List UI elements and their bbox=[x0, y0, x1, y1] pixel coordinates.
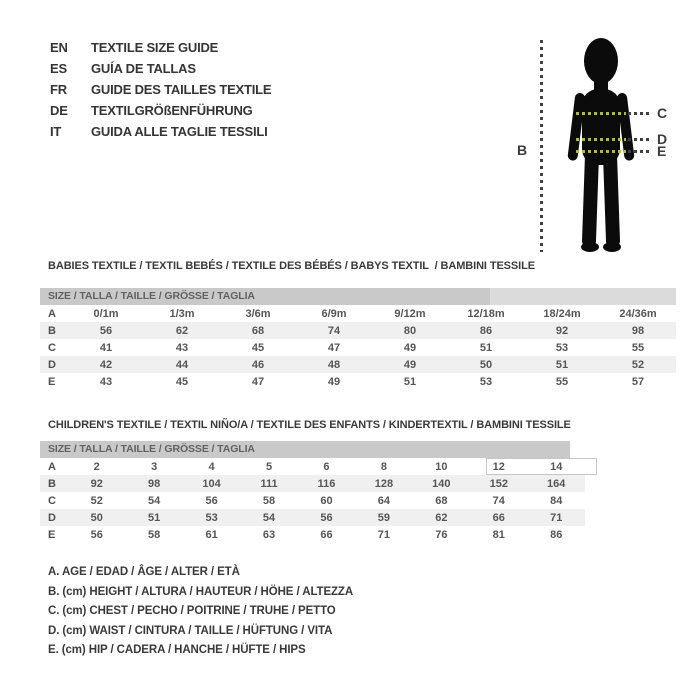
chest-label: C bbox=[657, 105, 668, 121]
table-cell: 104 bbox=[202, 477, 221, 490]
language-title: GUIDA ALLE TAGLIE TESSILI bbox=[91, 124, 268, 139]
waist-measure-line bbox=[628, 138, 652, 141]
table-cell: 41 bbox=[99, 341, 113, 354]
table-cell: 24/36m bbox=[619, 307, 657, 320]
children-table-title: CHILDREN'S TEXTILE / TEXTIL NIÑO/A / TEXTILE DES ENFANTS / KINDERTEXTIL / BAMBINI TESSILE bbox=[48, 419, 571, 431]
table-cell: 140 bbox=[432, 477, 451, 490]
table-cell: 51 bbox=[555, 358, 569, 371]
table-cell: 111 bbox=[260, 477, 278, 490]
table-cell: 152 bbox=[489, 477, 508, 490]
table-cell: 51 bbox=[403, 375, 417, 388]
table-cell: 61 bbox=[205, 528, 218, 541]
language-code: ES bbox=[50, 61, 67, 76]
table-cell: 56 bbox=[99, 324, 113, 337]
table-cell: 51 bbox=[148, 511, 161, 524]
table-cell: 55 bbox=[555, 375, 569, 388]
language-title: GUÍA DE TALLAS bbox=[91, 61, 196, 76]
table-cell: 62 bbox=[175, 324, 189, 337]
table-cell: 12 bbox=[492, 460, 505, 473]
table-cell: 50 bbox=[90, 511, 103, 524]
table-cell: 92 bbox=[90, 477, 103, 490]
waist-measure-line-body bbox=[576, 138, 626, 141]
hip-measure-line-body bbox=[576, 150, 626, 153]
table-cell: 5 bbox=[265, 460, 273, 473]
table-cell: 64 bbox=[377, 494, 391, 507]
height-measure-line bbox=[540, 40, 543, 252]
table-cell: 45 bbox=[251, 341, 265, 354]
table-cell: 51 bbox=[479, 341, 493, 354]
table-cell: 56 bbox=[205, 494, 218, 507]
babies-table-header: SIZE / TALLA / TAILLE / GRÖSSE / TAGLIA bbox=[40, 288, 676, 305]
table-cell: 56 bbox=[90, 528, 103, 541]
table-cell: 62 bbox=[435, 511, 448, 524]
table-cell: 98 bbox=[631, 324, 645, 337]
table-row bbox=[40, 339, 676, 356]
row-label: D bbox=[48, 358, 56, 371]
table-row bbox=[40, 373, 676, 390]
legend-line: C. (cm) CHEST / PECHO / POITRINE / TRUHE / PETTO bbox=[48, 605, 336, 617]
table-row bbox=[40, 305, 676, 322]
row-label: B bbox=[48, 477, 56, 490]
table-cell: 49 bbox=[327, 375, 341, 388]
table-cell: 49 bbox=[403, 341, 417, 354]
language-row bbox=[50, 121, 271, 142]
language-title: TEXTILE SIZE GUIDE bbox=[91, 40, 219, 55]
table-row bbox=[40, 458, 585, 475]
table-cell: 92 bbox=[555, 324, 569, 337]
table-cell: 58 bbox=[262, 494, 276, 507]
table-cell: 47 bbox=[251, 375, 265, 388]
row-label: A bbox=[48, 460, 56, 473]
row-label: E bbox=[48, 375, 56, 388]
measurement-figure bbox=[505, 25, 700, 265]
legend-line: E. (cm) HIP / CADERA / HANCHE / HÜFTE / HIPS bbox=[48, 644, 306, 656]
table-cell: 6/9m bbox=[321, 307, 347, 320]
children-table-header: SIZE / TALLA / TAILLE / GRÖSSE / TAGLIA bbox=[40, 441, 570, 458]
height-label: B bbox=[517, 142, 528, 158]
table-cell: 50 bbox=[479, 358, 493, 371]
table-cell: 54 bbox=[148, 494, 161, 507]
table-cell: 66 bbox=[492, 511, 505, 524]
table-cell: 8 bbox=[380, 460, 387, 473]
legend-line: D. (cm) WAIST / CINTURA / TAILLE / HÜFTUNG / VITA bbox=[48, 624, 333, 637]
table-cell: 48 bbox=[327, 358, 341, 371]
table-cell: 6 bbox=[323, 460, 330, 473]
table-cell: 52 bbox=[90, 494, 103, 507]
table-cell: 43 bbox=[175, 341, 189, 354]
table-cell: 164 bbox=[547, 477, 566, 490]
babies-size-table bbox=[40, 288, 676, 390]
table-cell: 74 bbox=[327, 324, 341, 337]
table-cell: 3 bbox=[151, 460, 158, 473]
table-cell: 86 bbox=[479, 324, 493, 337]
language-row bbox=[50, 37, 271, 58]
table-cell: 10 bbox=[435, 460, 448, 473]
row-label: B bbox=[48, 324, 56, 337]
table-cell: 53 bbox=[479, 375, 493, 388]
table-cell: 42 bbox=[99, 358, 113, 371]
table-cell: 46 bbox=[251, 358, 265, 371]
table-row bbox=[40, 322, 676, 339]
table-row bbox=[40, 356, 676, 373]
table-cell: 55 bbox=[631, 341, 645, 354]
measurement-legend bbox=[48, 566, 353, 664]
table-cell: 60 bbox=[320, 494, 333, 507]
table-cell: 3/6m bbox=[245, 307, 271, 320]
children-size-table bbox=[40, 441, 585, 543]
table-cell: 76 bbox=[435, 528, 448, 541]
language-code: DE bbox=[50, 103, 68, 118]
table-cell: 0/1m bbox=[93, 307, 119, 320]
table-cell: 63 bbox=[262, 528, 276, 541]
language-code: EN bbox=[50, 40, 68, 55]
children-table-body bbox=[40, 458, 585, 543]
table-row bbox=[40, 492, 585, 509]
row-label: A bbox=[48, 307, 56, 320]
row-label: D bbox=[48, 511, 56, 524]
table-cell: 71 bbox=[377, 528, 391, 541]
child-silhouette-icon bbox=[563, 35, 639, 253]
table-cell: 14 bbox=[550, 460, 563, 473]
language-title: TEXTILGRÖßENFÜHRUNG bbox=[91, 103, 253, 118]
row-label: C bbox=[48, 341, 56, 354]
table-cell: 116 bbox=[317, 477, 336, 490]
table-cell: 58 bbox=[148, 528, 161, 541]
table-cell: 71 bbox=[550, 511, 563, 524]
row-label: C bbox=[48, 494, 56, 507]
table-cell: 49 bbox=[403, 358, 417, 371]
row-label: E bbox=[48, 528, 56, 541]
table-cell: 86 bbox=[550, 528, 563, 541]
table-cell: 45 bbox=[175, 375, 189, 388]
table-cell: 12/18m bbox=[467, 307, 505, 320]
language-row bbox=[50, 58, 271, 79]
language-row bbox=[50, 79, 271, 100]
table-cell: 2 bbox=[93, 460, 100, 473]
table-cell: 80 bbox=[403, 324, 417, 337]
table-cell: 43 bbox=[99, 375, 113, 388]
table-cell: 56 bbox=[320, 511, 333, 524]
language-row bbox=[50, 100, 271, 121]
table-cell: 81 bbox=[492, 528, 505, 541]
header-fade-overlay bbox=[490, 288, 676, 305]
table-cell: 18/24m bbox=[543, 307, 581, 320]
babies-table-body bbox=[40, 305, 676, 390]
table-cell: 59 bbox=[377, 511, 391, 524]
table-cell: 1/3m bbox=[169, 307, 195, 320]
hip-label: E bbox=[657, 143, 667, 159]
table-cell: 44 bbox=[175, 358, 189, 371]
legend-line: B. (cm) HEIGHT / ALTURA / HAUTEUR / HÖHE / ALTEZZA bbox=[48, 585, 354, 598]
table-cell: 74 bbox=[492, 494, 505, 507]
language-code: FR bbox=[50, 82, 67, 97]
table-row bbox=[40, 509, 585, 526]
table-cell: 68 bbox=[251, 324, 265, 337]
table-cell: 4 bbox=[208, 460, 215, 473]
table-cell: 52 bbox=[631, 358, 645, 371]
table-cell: 53 bbox=[555, 341, 569, 354]
hip-measure-line bbox=[628, 150, 652, 153]
table-cell: 57 bbox=[631, 375, 645, 388]
table-cell: 98 bbox=[148, 477, 161, 490]
table-cell: 53 bbox=[205, 511, 218, 524]
chest-measure-line bbox=[628, 112, 652, 115]
language-list bbox=[50, 37, 271, 142]
language-code: IT bbox=[50, 124, 62, 139]
waist-label: D bbox=[657, 131, 668, 147]
table-row bbox=[40, 475, 585, 492]
table-cell: 84 bbox=[550, 494, 563, 507]
table-cell: 9/12m bbox=[394, 307, 426, 320]
table-row bbox=[40, 526, 585, 543]
chest-measure-line-body bbox=[576, 112, 626, 115]
legend-line: A. AGE / EDAD / ÂGE / ALTER / ETÀ bbox=[48, 566, 240, 578]
table-cell: 66 bbox=[320, 528, 333, 541]
babies-table-title: BABIES TEXTILE / TEXTIL BEBÉS / TEXTILE DES BÉBÉS / BABYS TEXTIL / BAMBINI TESSILE bbox=[48, 260, 535, 272]
table-cell: 128 bbox=[374, 477, 394, 490]
table-cell: 54 bbox=[262, 511, 276, 524]
table-cell: 68 bbox=[435, 494, 448, 507]
table-cell: 47 bbox=[327, 341, 341, 354]
language-title: GUIDE DES TAILLES TEXTILE bbox=[91, 82, 272, 97]
